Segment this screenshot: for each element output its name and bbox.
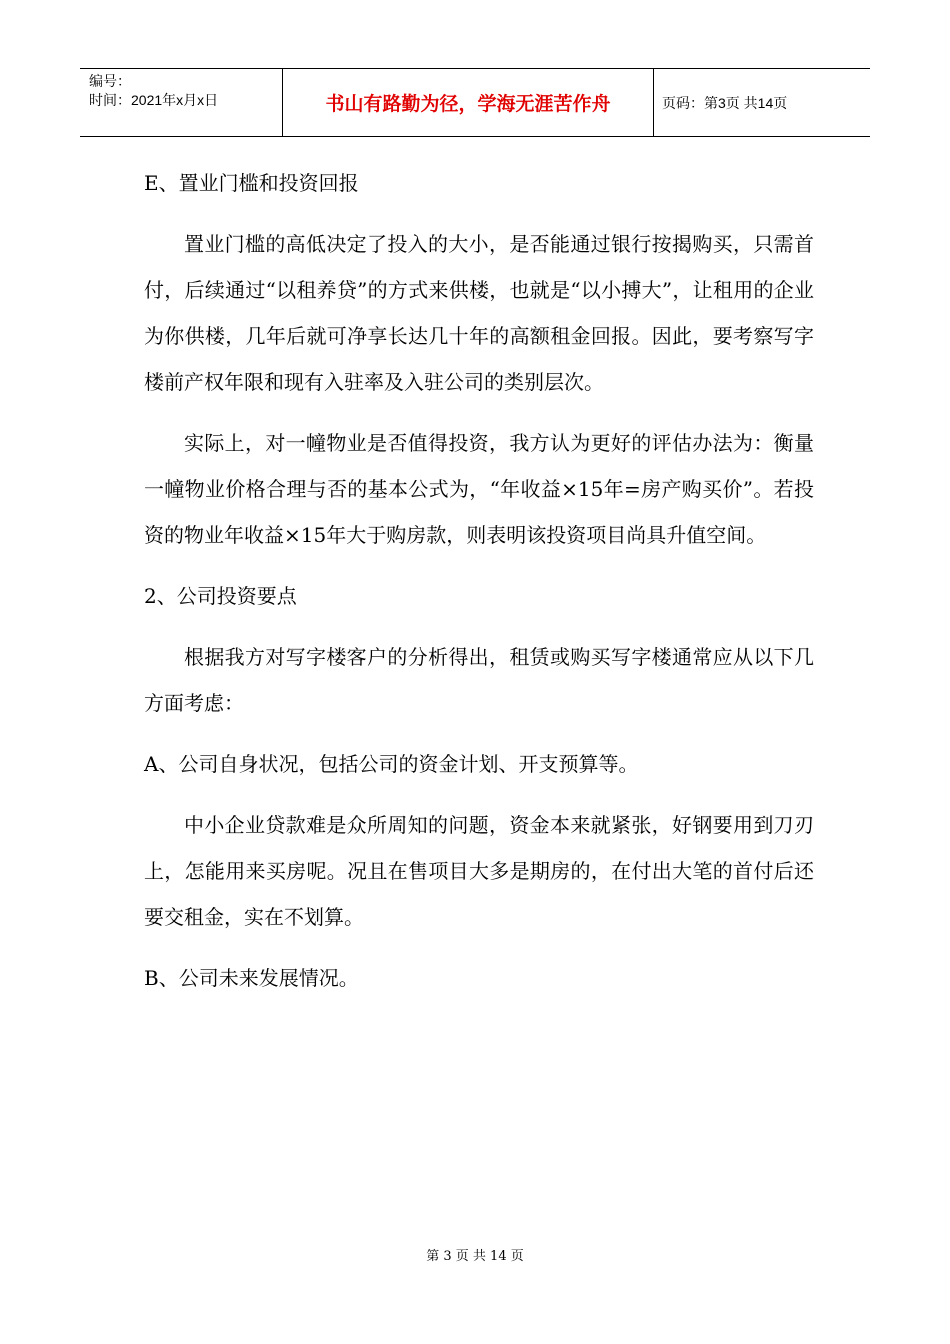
- header-meta: [80, 69, 283, 136]
- section-heading-2: 2、公司投资要点: [144, 584, 297, 608]
- header-page-info-cell: [654, 69, 870, 136]
- page-footer: 第 3 页 共 14 页: [426, 1249, 524, 1264]
- section-heading-e: E、置业门槛和投资回报: [144, 171, 359, 195]
- header-motto: 书山有路勤为径，学海无涯苦作舟: [325, 93, 611, 115]
- header-page-info: 页码：第3页 共14页: [662, 94, 788, 111]
- page-header: [80, 68, 870, 137]
- section-heading-b: B、公司未来发展情况。: [144, 966, 359, 990]
- document-time-label: 时间：2021年x月x日: [89, 92, 219, 108]
- document-body: [144, 160, 814, 1001]
- section-heading-a: A、公司自身状况，包括公司的资金计划、开支预算等。: [144, 752, 639, 776]
- document-number-label: 编号：: [89, 73, 131, 89]
- paragraph-valuation: 实际上，对一幢物业是否值得投资，我方认为更好的评估办法为：衡量一幢物业价格合理与否的基本公式为，“年收益×15年=房产购买价”。若投资的物业年收益×15年大于购房款，则表明该投资项目尚具升值空间。: [144, 431, 814, 547]
- paragraph-sme-loans: 中小企业贷款难是众所周知的问题，资金本来就紧张，好钢要用到刀刃上，怎能用来买房呢。况且在售项目大多是期房的，在付出大笔的首付后还要交租金，实在不划算。: [144, 813, 814, 929]
- header-motto-cell: [283, 69, 654, 136]
- paragraph-threshold: 置业门槛的高低决定了投入的大小，是否能通过银行按揭购买，只需首付，后续通过“以租养贷”的方式来供楼，也就是“以小搏大”，让租用的企业为你供楼，几年后就可净享长达几十年的高额租金回报。因此，要考察写字楼前产权年限和现有入驻率及入驻公司的类别层次。: [144, 232, 814, 394]
- paragraph-considerations: 根据我方对写字楼客户的分析得出，租赁或购买写字楼通常应从以下几方面考虑：: [144, 645, 814, 715]
